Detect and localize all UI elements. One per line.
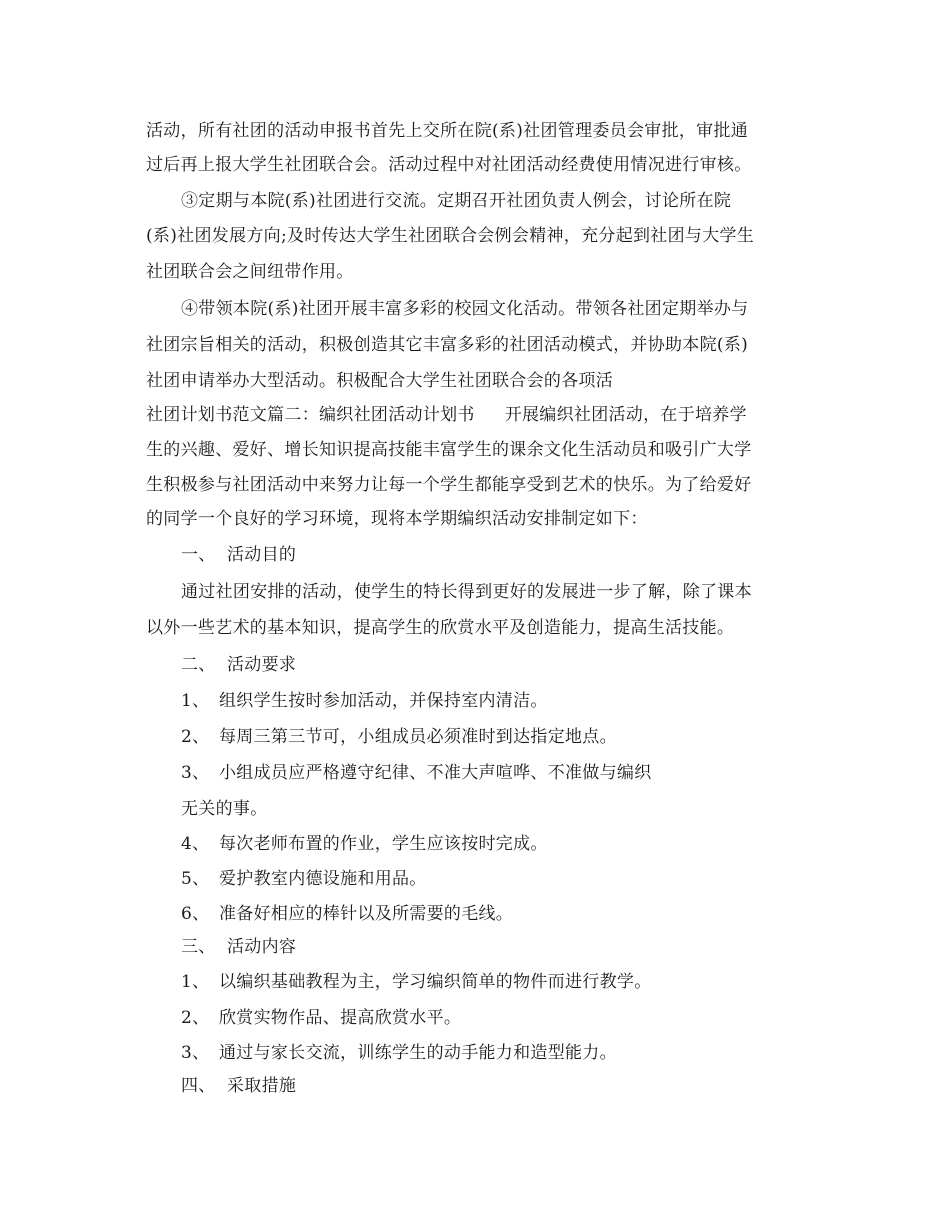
list-item-number: 3、 (181, 1043, 210, 1063)
list-item-text: 每周三第三节可，小组成员必须准时到达指定地点。 (219, 727, 617, 747)
paragraph-line: 以外一些艺术的基本知识，提高学生的欣赏水平及创造能力，提高生活技能。 (146, 618, 735, 638)
section-heading (181, 1074, 296, 1098)
list-item-text: 准备好相应的棒针以及所需要的毛线。 (219, 904, 514, 924)
list-item-text: 通过与家长交流，训练学生的动手能力和造型能力。 (219, 1043, 617, 1063)
list-item-text: 以编织基础教程为主，学习编织简单的物件而进行教学。 (219, 972, 652, 992)
heading-number: 一、 (181, 545, 216, 565)
heading-text: 采取措施 (227, 1076, 297, 1096)
list-item (181, 832, 548, 856)
section-heading (181, 543, 296, 567)
paragraph-line: 通过社团安排的活动，使学生的特长得到更好的发展进一步了解，除了课本 (181, 582, 752, 602)
list-item-number: 1、 (181, 691, 210, 711)
list-item-number: 3、 (181, 763, 210, 783)
paragraph-line: 生积极参与社团活动中来努力让每一个学生都能享受到艺术的快乐。为了给爱好 (146, 475, 752, 495)
list-item-number: 5、 (181, 869, 210, 889)
section-heading (181, 935, 296, 959)
paragraph-line: 活动，所有社团的活动申报书首先上交所在院(系)社团管理委员会审批，审批通 (146, 121, 749, 141)
list-item-number: 6、 (181, 904, 210, 924)
list-item-text: 每次老师布置的作业，学生应该按时完成。 (219, 834, 548, 854)
paragraph-line: 社团宗旨相关的活动，积极创造其它丰富多彩的社团活动模式，并协助本院(系) (146, 335, 749, 355)
heading-text: 活动目的 (227, 545, 297, 565)
list-item (181, 689, 548, 713)
list-item (181, 725, 617, 749)
list-item (181, 970, 652, 994)
list-item (181, 902, 513, 926)
list-item (181, 1041, 617, 1065)
article-title: 社团计划书范文篇二：编织社团活动计划书 (146, 405, 475, 425)
paragraph-line: 过后再上报大学生社团联合会。活动过程中对社团活动经费使用情况进行审核。 (146, 155, 752, 175)
list-item (181, 867, 427, 891)
list-item-number: 2、 (181, 727, 210, 747)
paragraph-line: 生的兴趣、爱好、增长知识提高技能丰富学生的课余文化生活动员和吸引广大学 (146, 440, 752, 460)
paragraph-line: 社团申请举办大型活动。积极配合大学生社团联合会的各项活 (146, 371, 614, 391)
list-item (181, 761, 652, 785)
paragraph-line: (系)社团发展方向;及时传达大学生社团联合会例会精神，充分起到社团与大学生 (146, 226, 755, 246)
list-item-text: 小组成员应严格遵守纪律、不准大声喧哗、不准做与编织 (219, 763, 652, 783)
list-item-text: 欣赏实物作品、提高欣赏水平。 (219, 1008, 462, 1028)
list-item-text: 爱护教室内德设施和用品。 (219, 869, 427, 889)
heading-number: 三、 (181, 937, 216, 957)
paragraph-line: 的同学一个良好的学习环境，现将本学期编织活动安排制定如下： (146, 509, 648, 529)
heading-number: 四、 (181, 1076, 216, 1096)
paragraph-line: 社团联合会之间纽带作用。 (146, 262, 354, 282)
section-title-line (146, 403, 747, 427)
list-item-number: 2、 (181, 1008, 210, 1028)
heading-text: 活动要求 (227, 655, 297, 675)
heading-number: 二、 (181, 655, 216, 675)
paragraph-line: ③定期与本院(系)社团进行交流。定期召开社团负责人例会，讨论所在院 (181, 191, 732, 211)
heading-text: 活动内容 (227, 937, 297, 957)
paragraph-line: ④带领本院(系)社团开展丰富多彩的校园文化活动。带领各社团定期举办与 (181, 299, 749, 319)
section-heading (181, 653, 296, 677)
paragraph-text: 开展编织社团活动，在于培养学 (504, 405, 747, 425)
list-item-continuation: 无关的事。 (181, 799, 268, 819)
list-item (181, 1006, 461, 1030)
list-item-number: 1、 (181, 972, 210, 992)
list-item-number: 4、 (181, 834, 210, 854)
list-item-text: 组织学生按时参加活动，并保持室内清洁。 (219, 691, 548, 711)
